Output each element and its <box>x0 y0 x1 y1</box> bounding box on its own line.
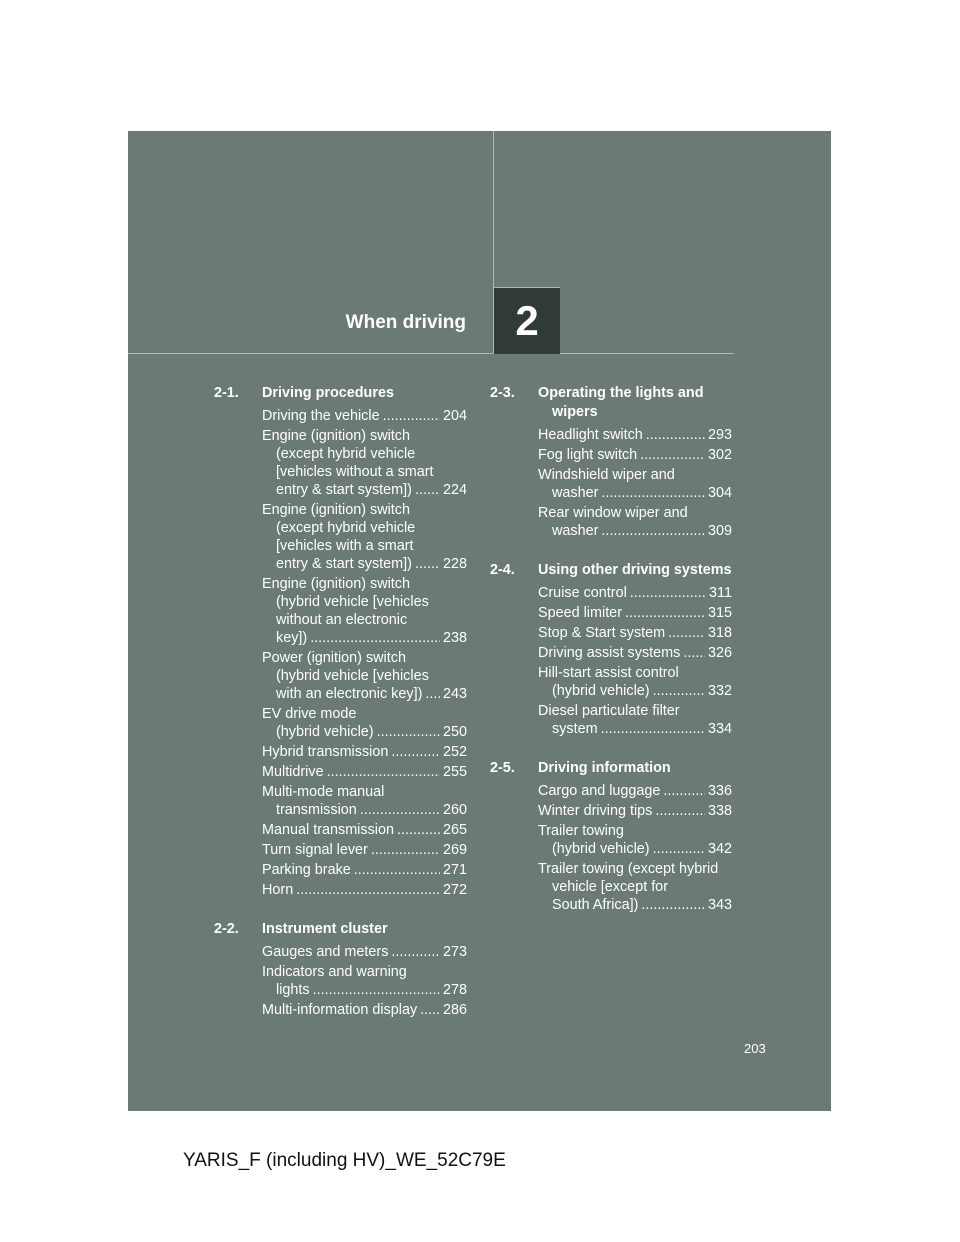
toc-page-number: 304 <box>707 485 732 501</box>
toc-entry[interactable] <box>262 821 467 839</box>
toc-section-heading <box>214 384 467 403</box>
dot-leader <box>653 840 705 858</box>
toc-entry[interactable] <box>262 841 467 859</box>
toc-entry-line <box>538 720 732 738</box>
dot-leader <box>663 782 705 800</box>
divider-vertical <box>493 131 494 289</box>
dot-leader <box>601 484 705 502</box>
toc-page-number: 204 <box>442 408 467 424</box>
toc-entry[interactable] <box>262 943 467 961</box>
toc-entry-text: washer <box>552 523 599 539</box>
toc-page-number: 318 <box>707 625 732 641</box>
toc-entry-line <box>262 481 467 499</box>
toc-page-number: 271 <box>442 862 467 878</box>
toc-entry-text: Turn signal lever <box>262 842 368 858</box>
divider-horizontal <box>128 353 734 354</box>
toc-entry-line <box>262 743 467 761</box>
toc-entry-text: EV drive mode <box>262 706 357 722</box>
dot-leader <box>630 584 706 602</box>
toc-section-heading <box>490 384 732 422</box>
toc-entry-line <box>262 685 467 703</box>
dot-leader <box>391 943 440 961</box>
toc-entry-text: lights <box>276 982 310 998</box>
toc-entry-text: Multidrive <box>262 764 324 780</box>
toc-entry-line <box>538 584 732 602</box>
toc-entry-line <box>262 629 467 647</box>
toc-entry-text: Diesel particulate filter <box>538 703 680 719</box>
toc-entry-text: Driving the vehicle <box>262 408 380 424</box>
toc-entry-line <box>538 896 732 914</box>
toc-entry-line <box>262 821 467 839</box>
toc-entry-text: Trailer towing <box>538 823 624 839</box>
toc-entry-text: Horn <box>262 882 294 898</box>
toc-entry-text: Gauges and meters <box>262 944 389 960</box>
section-title-text: Using other driving systems <box>538 562 732 578</box>
toc-section-heading <box>490 759 732 778</box>
toc-entry-text: Engine (ignition) switch <box>262 576 410 592</box>
toc-entry-text: Power (ignition) switch <box>262 650 406 666</box>
dot-leader <box>668 624 705 642</box>
toc-page-number: 269 <box>442 842 467 858</box>
toc-entry-text: entry & start system]) <box>276 556 412 572</box>
dot-leader <box>371 841 440 859</box>
toc-entry-text: Hybrid transmission <box>262 744 389 760</box>
dot-leader <box>415 481 440 499</box>
toc-section <box>490 561 732 738</box>
toc-entry[interactable] <box>262 407 467 425</box>
toc-entry-text: without an electronic <box>276 612 408 628</box>
toc-page-number: 273 <box>442 944 467 960</box>
dot-leader <box>420 1001 440 1019</box>
toc-entry[interactable] <box>538 426 732 444</box>
toc-entry-line <box>538 624 732 642</box>
toc-entry[interactable] <box>262 705 467 741</box>
dot-leader <box>625 604 705 622</box>
section-title-text: Driving information <box>538 760 671 776</box>
toc-left-column <box>214 384 467 1040</box>
toc-entry-text: [vehicles with a smart <box>276 538 414 554</box>
toc-entry-text: entry & start system]) <box>276 482 412 498</box>
toc-section-heading <box>490 561 732 580</box>
dot-leader <box>655 802 705 820</box>
toc-right-column <box>490 384 732 935</box>
toc-entry-text: Multi-information display <box>262 1002 418 1018</box>
toc-entry-text: system <box>552 721 598 737</box>
toc-entry[interactable] <box>538 446 732 464</box>
toc-section <box>490 759 732 914</box>
toc-entry-text: Manual transmission <box>262 822 394 838</box>
toc-page-number: 334 <box>707 721 732 737</box>
toc-entry[interactable] <box>538 604 732 622</box>
section-number: 2-3. <box>490 385 515 401</box>
toc-page-number: 286 <box>442 1002 467 1018</box>
dot-leader <box>360 801 440 819</box>
toc-section <box>214 920 467 1019</box>
dot-leader <box>391 743 440 761</box>
dot-leader <box>683 644 705 662</box>
toc-entry-text: (hybrid vehicle [vehicles <box>276 594 429 610</box>
toc-page-number: 265 <box>442 822 467 838</box>
toc-entry-text: Cargo and luggage <box>538 783 661 799</box>
toc-entry-text: Driving assist systems <box>538 645 681 661</box>
toc-page-number: 238 <box>442 630 467 646</box>
toc-entry[interactable] <box>538 624 732 642</box>
toc-page-number: 224 <box>442 482 467 498</box>
toc-entry-line <box>262 943 467 961</box>
toc-page-number: 252 <box>442 744 467 760</box>
toc-entry-line <box>538 682 732 700</box>
toc-entry-text: Trailer towing (except hybrid <box>538 861 719 877</box>
toc-entry[interactable] <box>262 963 467 999</box>
toc-page-number: 302 <box>707 447 732 463</box>
toc-page-number: 332 <box>707 683 732 699</box>
toc-entry[interactable] <box>262 649 467 703</box>
toc-entry[interactable] <box>262 1001 467 1019</box>
dot-leader <box>383 407 440 425</box>
toc-entry[interactable] <box>262 575 467 647</box>
toc-entry-line <box>262 841 467 859</box>
toc-entry[interactable] <box>262 861 467 879</box>
toc-entry[interactable] <box>538 702 732 738</box>
toc-entry[interactable] <box>538 860 732 914</box>
toc-entry[interactable] <box>262 501 467 573</box>
toc-entry-text: Fog light switch <box>538 447 638 463</box>
dot-leader <box>415 555 440 573</box>
section-title-text: Driving procedures <box>262 385 394 401</box>
toc-page-number: 255 <box>442 764 467 780</box>
dot-leader <box>310 629 440 647</box>
toc-page-number: 250 <box>442 724 467 740</box>
toc-entry[interactable] <box>538 664 732 700</box>
toc-section <box>490 384 732 540</box>
toc-entry-text: South Africa]) <box>552 897 639 913</box>
toc-page-number: 336 <box>707 783 732 799</box>
dot-leader <box>425 685 440 703</box>
section-title-text: Instrument cluster <box>262 921 388 937</box>
toc-entry[interactable] <box>538 782 732 800</box>
toc-entry[interactable] <box>262 427 467 499</box>
toc-entry-line <box>538 484 732 502</box>
toc-entry-text: Parking brake <box>262 862 351 878</box>
dot-leader <box>354 861 440 879</box>
toc-entry[interactable] <box>262 881 467 899</box>
page-number: 203 <box>744 1041 766 1056</box>
toc-entry-line <box>538 802 732 820</box>
toc-page-number: 293 <box>707 427 732 443</box>
section-number: 2-1. <box>214 385 239 401</box>
toc-entry-text: Engine (ignition) switch <box>262 428 410 444</box>
toc-entry[interactable] <box>538 584 732 602</box>
toc-entry-line <box>262 981 467 999</box>
dot-leader <box>397 821 440 839</box>
toc-page-number: 343 <box>707 897 732 913</box>
toc-entry-text: Hill-start assist control <box>538 665 679 681</box>
toc-entry-line <box>538 522 732 540</box>
toc-entry-line <box>262 801 467 819</box>
toc-entry-text: (hybrid vehicle) <box>552 841 650 857</box>
toc-page-number: 260 <box>442 802 467 818</box>
toc-entry-text: Engine (ignition) switch <box>262 502 410 518</box>
toc-entry-text: Rear window wiper and <box>538 505 688 521</box>
toc-entry-text: key]) <box>276 630 308 646</box>
toc-entry[interactable] <box>262 743 467 761</box>
toc-entry-text: washer <box>552 485 599 501</box>
toc-page-number: 243 <box>442 686 467 702</box>
section-title-text: Operating the lights and wipers <box>538 385 704 420</box>
toc-entry-line <box>538 604 732 622</box>
toc-entry-text: Cruise control <box>538 585 627 601</box>
dot-leader <box>327 763 440 781</box>
toc-entry[interactable] <box>538 644 732 662</box>
section-number: 2-4. <box>490 562 515 578</box>
toc-entry[interactable] <box>262 763 467 781</box>
toc-entry-text: transmission <box>276 802 357 818</box>
toc-page-number: 326 <box>707 645 732 661</box>
toc-page-number: 309 <box>707 523 732 539</box>
toc-entry-text: with an electronic key]) <box>276 686 423 702</box>
toc-entry-text: Stop & Start system <box>538 625 666 641</box>
footer-document-id: YARIS_F (including HV)_WE_52C79E <box>183 1150 506 1171</box>
toc-entry[interactable] <box>538 822 732 858</box>
toc-entry-text: Headlight switch <box>538 427 643 443</box>
toc-entry[interactable] <box>538 504 732 540</box>
toc-page-number: 228 <box>442 556 467 572</box>
toc-entry-line <box>538 644 732 662</box>
toc-entry[interactable] <box>538 802 732 820</box>
toc-page-number: 278 <box>442 982 467 998</box>
toc-entry-line <box>262 763 467 781</box>
section-title: When driving <box>345 312 466 333</box>
toc-entry-line <box>538 426 732 444</box>
toc-section <box>214 384 467 899</box>
toc-section-heading <box>214 920 467 939</box>
toc-entry-text: Speed limiter <box>538 605 622 621</box>
toc-entry[interactable] <box>538 466 732 502</box>
toc-entry-line <box>538 782 732 800</box>
dot-leader <box>296 881 440 899</box>
toc-page-number: 311 <box>709 585 732 601</box>
toc-entry[interactable] <box>262 783 467 819</box>
chapter-number-box: 2 <box>493 287 560 354</box>
toc-entry-line <box>262 723 467 741</box>
toc-entry-text: (except hybrid vehicle <box>276 446 416 462</box>
toc-page-number: 315 <box>707 605 732 621</box>
toc-entry-line <box>262 861 467 879</box>
toc-entry-text: (hybrid vehicle [vehicles <box>276 668 429 684</box>
dot-leader <box>640 446 705 464</box>
toc-page-number: 342 <box>707 841 732 857</box>
section-number: 2-5. <box>490 760 515 776</box>
dot-leader <box>377 723 440 741</box>
toc-entry-line <box>262 555 467 573</box>
toc-entry-text: Multi-mode manual <box>262 784 385 800</box>
toc-entry-text: (hybrid vehicle) <box>552 683 650 699</box>
toc-entry-line <box>262 881 467 899</box>
toc-entry-text: [vehicles without a smart <box>276 464 434 480</box>
toc-page-number: 338 <box>707 803 732 819</box>
toc-entry-text: Indicators and warning <box>262 964 407 980</box>
toc-entry-text: vehicle [except for <box>552 879 668 895</box>
dot-leader <box>601 720 705 738</box>
toc-entry-line <box>538 446 732 464</box>
toc-entry-text: (hybrid vehicle) <box>276 724 374 740</box>
dot-leader <box>641 896 705 914</box>
dot-leader <box>646 426 705 444</box>
toc-entry-line <box>262 1001 467 1019</box>
dot-leader <box>313 981 440 999</box>
section-number: 2-2. <box>214 921 239 937</box>
toc-entry-text: Winter driving tips <box>538 803 653 819</box>
toc-entry-line <box>262 407 467 425</box>
dot-leader <box>601 522 705 540</box>
toc-entry-text: (except hybrid vehicle <box>276 520 416 536</box>
toc-page-number: 272 <box>442 882 467 898</box>
toc-entry-line <box>538 840 732 858</box>
dot-leader <box>653 682 705 700</box>
toc-entry-text: Windshield wiper and <box>538 467 675 483</box>
